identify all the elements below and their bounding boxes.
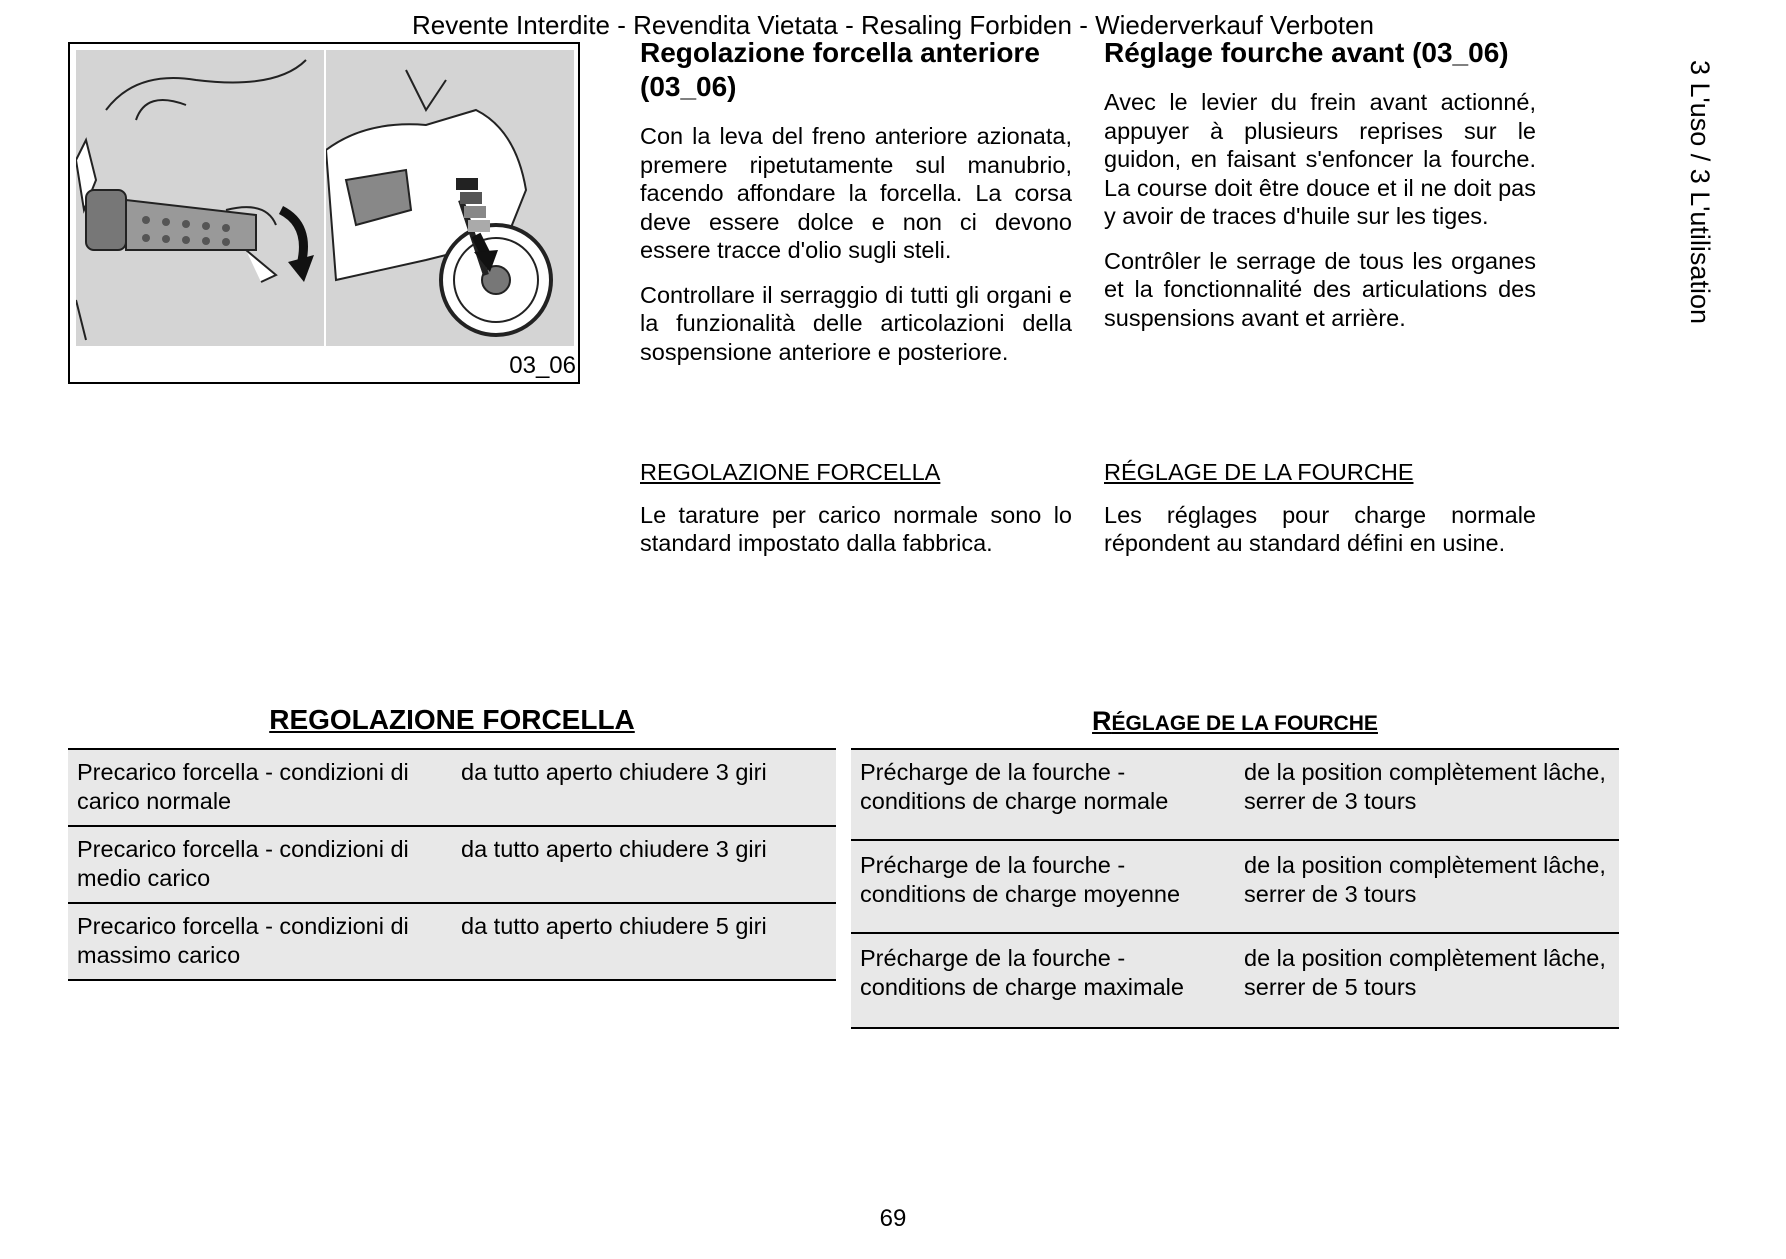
table-cell-value: da tutto aperto chiudere 5 giri — [452, 903, 836, 980]
french-table-title — [851, 706, 1619, 737]
page-number: 69 — [879, 1205, 907, 1232]
french-table-title-initial: R — [1092, 706, 1112, 736]
italian-para-2: Controllare il serraggio di tutti gli organi e la funzionalità delle articolazioni della sospensione anteriore e posteriore. — [640, 281, 1072, 365]
table-row — [68, 903, 836, 980]
french-subhead: RÉGLAGE DE LA FOURCHE — [1104, 459, 1414, 485]
motorcycle-illustration — [326, 50, 574, 346]
french-para-3: Les réglages pour charge normale répondent au standard défini en usine. — [1104, 501, 1536, 556]
handlebar-illustration — [76, 50, 324, 346]
french-para-1: Avec le levier du frein avant actionné, appuyer à plusieurs reprises sur le guidon, en faisant s'enfoncer la fourche. La course doit être douce et il ne doit pas y avoir de traces d'huile sur les tiges. — [1104, 89, 1536, 229]
french-subsection — [1104, 458, 1536, 574]
table-row — [68, 826, 836, 903]
italian-subsection — [640, 458, 1072, 574]
table-cell-value: de la position complètement lâche, serrer de 3 tours — [1235, 749, 1619, 840]
table-cell-label: Précharge de la fourche - conditions de charge moyenne — [851, 840, 1235, 933]
handlebar-grip-icon — [76, 50, 324, 346]
french-para-2: Contrôler le serrage de tous les organes et la fonctionnalité des articulations des suspensions avant et arrière. — [1104, 247, 1536, 331]
motorcycle-fork-icon — [326, 50, 574, 346]
table-cell-value: da tutto aperto chiudere 3 giri — [452, 749, 836, 826]
french-table-title-rest: ÉGLAGE DE LA FOURCHE — [1111, 712, 1378, 735]
table-row — [851, 840, 1619, 933]
table-cell-value: de la position complètement lâche, serrer de 5 tours — [1235, 933, 1619, 1028]
table-cell-label: Precarico forcella - condizioni di medio carico — [68, 826, 452, 903]
chapter-side-tab: 3 L'uso / 3 L'utilisation — [1685, 60, 1715, 324]
resale-banner: Revente Interdite - Revendita Vietata - Resaling Forbiden - Wiederverkauf Verboten — [411, 10, 1375, 40]
italian-column — [640, 36, 1072, 382]
italian-title: Regolazione forcella anteriore (03_06) — [640, 37, 1040, 102]
italian-table-title: REGOLAZIONE FORCELLA — [269, 704, 635, 735]
table-row — [851, 749, 1619, 840]
french-column — [1104, 36, 1536, 348]
french-settings-table — [851, 748, 1619, 1029]
italian-para-3: Le tarature per carico normale sono lo standard impostato dalla fabbrica. — [640, 501, 1072, 556]
table-row — [851, 933, 1619, 1028]
table-cell-label: Précharge de la fourche - conditions de charge maximale — [851, 933, 1235, 1028]
italian-para-1: Con la leva del freno anteriore azionata, premere ripetutamente sul manubrio, facendo affondare la forcella. La corsa deve essere dolce e non ci devono essere tracce d'olio sugli steli. — [640, 123, 1072, 263]
table-cell-value: de la position complètement lâche, serrer de 3 tours — [1235, 840, 1619, 933]
italian-subhead: REGOLAZIONE FORCELLA — [640, 459, 941, 485]
table-row — [68, 749, 836, 826]
table-cell-label: Precarico forcella - condizioni di carico normale — [68, 749, 452, 826]
figure-03-06 — [68, 42, 580, 384]
italian-settings-table — [68, 748, 836, 981]
table-cell-label: Précharge de la fourche - conditions de charge normale — [851, 749, 1235, 840]
french-title: Réglage fourche avant (03_06) — [1104, 37, 1509, 68]
table-cell-value: da tutto aperto chiudere 3 giri — [452, 826, 836, 903]
table-cell-label: Precarico forcella - condizioni di massimo carico — [68, 903, 452, 980]
figure-label: 03_06 — [509, 352, 576, 379]
